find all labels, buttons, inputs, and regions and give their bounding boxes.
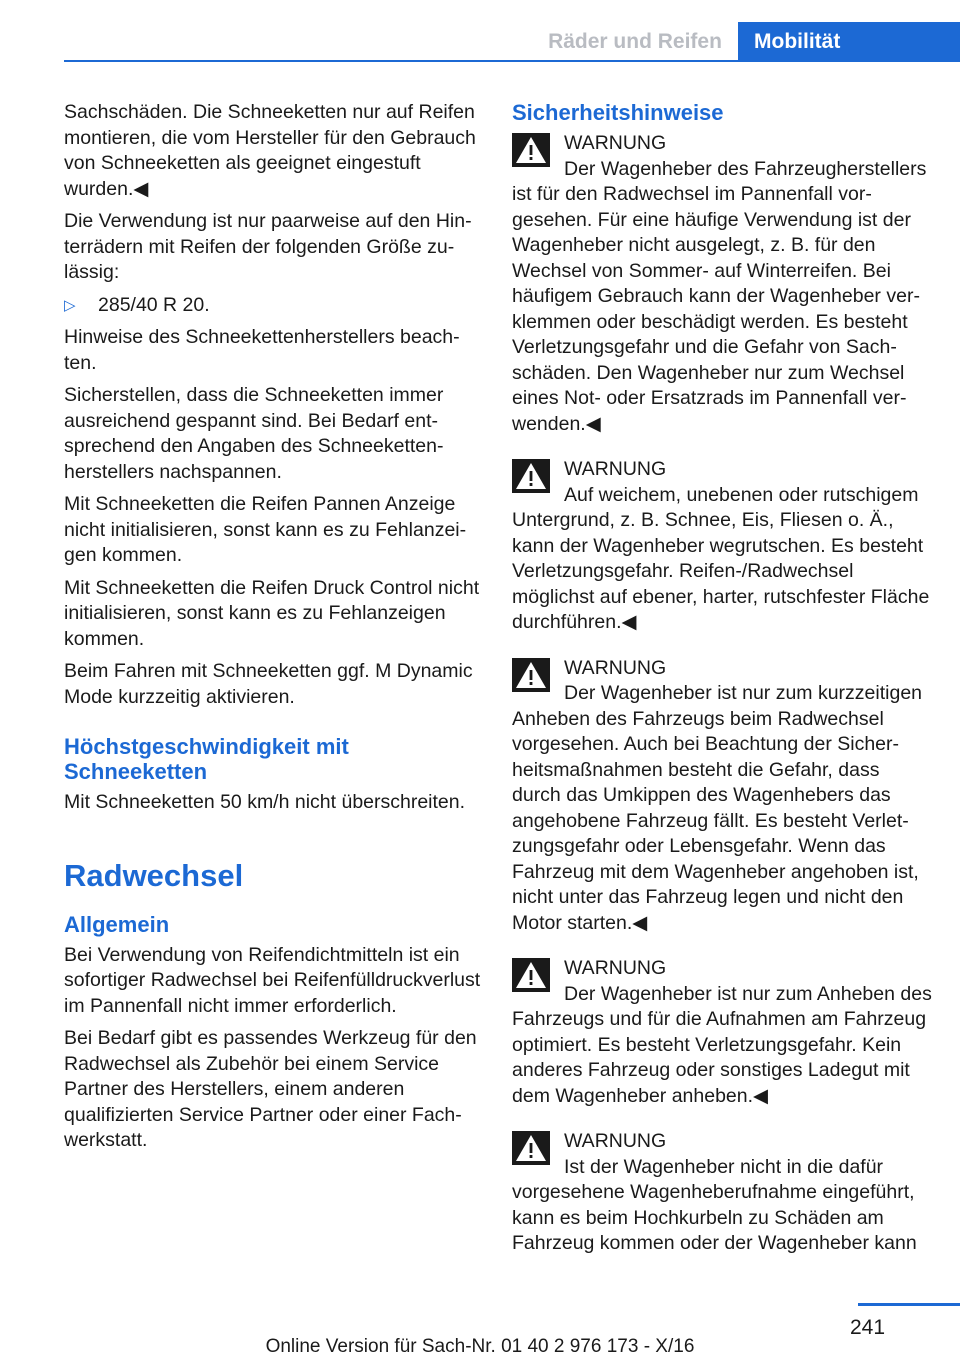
paragraph: Sicherstellen, dass die Schneeketten immer ausreichend gespannt sind. Bei Bedarf entsprechend den Angaben des Schneekettenherstellers nachspannen. [64, 384, 444, 483]
paragraph: Hinweise des Schneekettenherstellers beachten. [64, 326, 460, 374]
page-number: 241 [850, 1316, 886, 1339]
right-column [512, 100, 932, 1277]
header-rule [64, 60, 960, 62]
warning-block [512, 131, 932, 437]
warning-triangle-icon [512, 658, 550, 692]
warning-label: WARNUNG [564, 957, 667, 979]
footer-rule [858, 1303, 960, 1306]
warning-triangle-icon [512, 459, 550, 493]
warning-block [512, 457, 932, 636]
warning-label: WARNUNG [564, 458, 667, 480]
warning-label: WARNUNG [564, 132, 667, 154]
paragraph: Bei Verwendung von Reifendichtmitteln ist ein sofortiger Radwechsel bei Reifenfülldruckverlust im Pannenfall nicht immer erforderlich. [64, 943, 481, 1017]
list-item-text: 285/40 R 20. [98, 293, 210, 316]
warning-block [512, 956, 932, 1109]
warning-block [512, 1129, 932, 1257]
warning-text: Der Wagenheber des Fahrzeugherstellers ist für den Radwechsel im Pannenfall vorgesehen. Für eine häufige Verwendung ist der Wagenheber nicht ausgelegt, z. B. für den Wechsel von Sommer- auf Winterreifen. Bei häufigem Gebrauch kann der Wagenheber verklemmen oder beschädigt werden. Es besteht Verletzungsgefahr und die Gefahr von Sachschäden. Den Wagenheber nur zum Wechsel eines Not- oder Ersatzrads im Pannenfall verwenden.◀ [512, 157, 927, 435]
paragraph: Beim Fahren mit Schneeketten ggf. M Dynamic Mode kurzzeitig aktivieren. [64, 660, 473, 708]
paragraph: Mit Schneeketten die Reifen Druck Control nicht initialisieren, sonst kann es zu Fehlanzeigen kommen. [64, 576, 480, 650]
warning-triangle-icon [512, 1131, 550, 1165]
paragraph: Sachschäden. Die Schneeketten nur auf Reifen montieren, die vom Hersteller für den Gebrauch von Schneeketten als geeignet eingestuft wurden.◀ [64, 101, 476, 200]
paragraph: Bei Bedarf gibt es passendes Werkzeug für den Radwechsel als Zubehör bei einem Service Partner des Herstellers, einem anderen qualifizierten Service Partner oder einer Fachwerkstatt. [64, 1027, 477, 1151]
online-version-note: Online Version für Sach-Nr. 01 40 2 976 173 - X/16 [265, 1336, 695, 1357]
warning-text: Ist der Wagenheber nicht in die dafür vorgesehene Wagenheberufnahme eingeführt, kann es beim Hochkurbeln zu Schäden am Fahrzeug kommen oder der Wagenheber kann [512, 1155, 917, 1254]
paragraph: Mit Schneeketten 50 km/h nicht überschreiten. [64, 791, 466, 813]
paragraph: Die Verwendung ist nur paarweise auf den Hinterrädern mit Reifen der folgenden Größe zulässig: [64, 210, 472, 283]
heading-radwechsel: Radwechsel [64, 857, 244, 893]
left-column [64, 100, 482, 1161]
warning-block [512, 656, 932, 937]
warning-label: WARNUNG [564, 1130, 667, 1152]
warning-triangle-icon [512, 133, 550, 167]
bullet-triangle-icon: ▷ [64, 296, 76, 314]
heading-sicherheitshinweise: Sicherheitshinweise [512, 100, 724, 125]
section-tab-mobilitaet: Mobilität [738, 22, 960, 62]
warning-label: WARNUNG [564, 656, 667, 679]
page-header [0, 0, 960, 62]
heading-hoechstgeschwindigkeit: Höchstgeschwindigkeit mit Schneeketten [64, 734, 349, 784]
section-tab-raeder-und-reifen: Räder und Reifen [548, 30, 722, 53]
warning-triangle-icon [512, 958, 550, 992]
warning-text: Der Wagenheber ist nur zum kurzzeitigen Anheben des Fahrzeugs beim Radwechsel vorgesehen. Auch bei Beachtung der Sicherheitsmaßnahmen besteht die Gefahr, dass durch das Umkippen des Wagenhebers das angehobene Fahrzeug fällt. Es besteht Verletzungsgefahr oder Lebensgefahr. Wenn das Fahrzeug mit dem Wagenheber angehoben ist, nicht unter das Fahrzeug legen und nicht den Motor starten.◀ [512, 682, 923, 934]
warning-text: Auf weichem, unebenen oder rutschigem Untergrund, z. B. Schnee, Eis, Fliesen o. Ä., kann der Wagenheber wegrutschen. Es besteht Verletzungsgefahr. Reifen-/Radwechsel möglichst auf ebener, harter, rutschfester Fläche durchführen.◀ [512, 483, 930, 633]
paragraph: Mit Schneeketten die Reifen Pannen Anzeige nicht initialisieren, sonst kann es zu Fehlanzeigen kommen. [64, 493, 467, 566]
warning-text: Der Wagenheber ist nur zum Anheben des Fahrzeugs und für die Aufnahmen am Fahrzeug optimiert. Es besteht Verletzungsgefahr. Kein anderes Fahrzeug oder sonstiges Ladegut mit dem Wagenheber anheben.◀ [512, 982, 932, 1107]
heading-allgemein: Allgemein [64, 911, 170, 937]
list-item [64, 293, 482, 319]
